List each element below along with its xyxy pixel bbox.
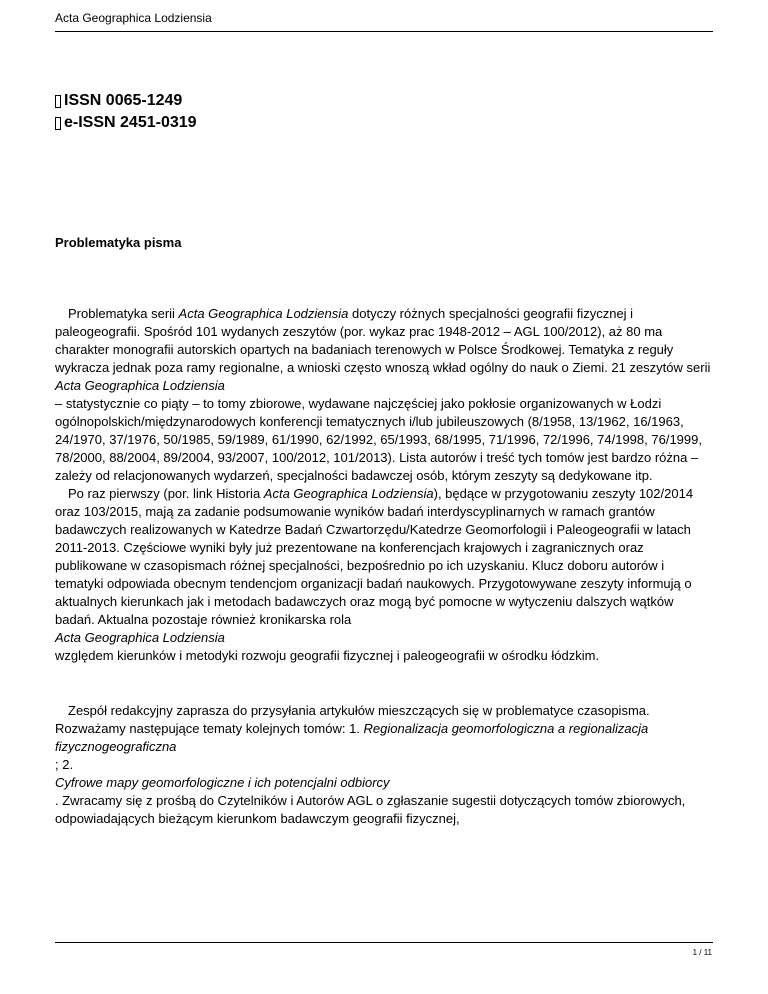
journal-name: Acta Geographica Lodziensia: [178, 306, 349, 321]
header-divider: [55, 31, 713, 32]
section-title: Problematyka pisma: [55, 235, 182, 250]
issn-electronic: e-ISSN 2451-0319: [64, 114, 197, 131]
issn-print: ISSN 0065-1249: [64, 92, 183, 109]
box-icon: [55, 117, 61, 130]
running-header: Acta Geographica Lodziensia: [55, 11, 212, 25]
paragraph-1: Problematyka serii Acta Geographica Lodziensia dotyczy różnych specjalności geografii fizycznej i paleogeografii. Spośród 101 wydanych zeszytów (por. wykaz prac 1948-2012 – AGL 100/2012), aż 80 ma charakter monografii autorskich opartych na badaniach terenowych w Polsce Środkowej. Tematyka z reguły wykracza jednak poza ramy regionalne, a wnioski często wnoszą wkład ogólny do nauk o Ziemi. 21 zeszytów serii Acta Geographica Lodziensia – statystycznie co piąty – to tomy zbiorowe, wydawane najczęściej jako pokłosie organizowanych w Łodzi ogólnopolskich/międzynarodowych konferencji tematycznych i/lub jubileuszowych (8/1958, 13/1962, 16/1963, 24/1970, 37/1976, 50/1985, 59/1989, 61/1990, 62/1992, 65/1993, 68/1995, 71/1996, 72/1996, 74/1998, 76/1999, 78/2000, 88/2004, 89/2004, 93/2007, 100/2012, 101/2013). Lista autorów i treść tych tomów jest bardzo różna – zależy od relacjonowanych wydarzeń, specjalności badawczej osób, którym zeszyty są dedykowane itp.: [55, 306, 711, 483]
journal-name: Acta Geographica Lodziensia: [55, 630, 225, 645]
journal-name: Acta Geographica Lodziensia: [55, 378, 225, 393]
issn-electronic-line: [55, 112, 197, 134]
box-icon: [55, 95, 61, 108]
issn-print-line: [55, 90, 197, 112]
paragraph-2: Po raz pierwszy (por. link Historia Acta Geographica Lodziensia), będące w przygotowaniu zeszyty 102/2014 oraz 103/2015, mają za zadanie podsumowanie wyników badań interdyscyplinarnych w ramach grantów badawczych realizowanych w Katedrze Badań Czwartorzędu/Katedrze Geomorfologii i Paleogeografii w latach 2011-2013. Częściowe wyniki były już prezentowane na konferencjach krajowych i zagranicznych oraz publikowane w czasopismach różnej specjalności, bezpośrednio po ich uzyskaniu. Klucz doboru autorów i tematyki odpowiada obecnym tendencjom organizacji badań naukowych. Przygotowywane zeszyty informują o aktualnych kierunkach jak i metodach badawczych oraz mogą być pomocne w wytyczeniu dalszych wątków badań. Aktualna pozostaje również kronikarska rola Acta Geographica Lodziensia względem kierunków i metodyki rozwoju geografii fizycznej i paleogeografii w ośrodku łódzkim.: [55, 486, 694, 663]
issn-block: [55, 90, 197, 134]
footer-divider: [55, 942, 713, 943]
journal-name: Acta Geographica Lodziensia: [263, 486, 434, 501]
body-text: [55, 305, 715, 828]
paragraph-3: Zespół redakcyjny zaprasza do przysyłania artykułów mieszczących się w problematyce czasopisma. Rozważamy następujące tematy kolejnych tomów: 1. Regionalizacja geomorfologiczna a regionalizacja fizycznogeograficzna ; 2. Cyfrowe mapy geomorfologiczne i ich potencjalni odbiorcy . Zwracamy się z prośbą do Czytelników i Autorów AGL o zgłaszanie sugestii dotyczących tomów zbiorowych, odpowiadających bieżącym kierunkom badawczym geografii fizycznej,: [55, 703, 686, 826]
volume-topic-2: Cyfrowe mapy geomorfologiczne i ich potencjalni odbiorcy: [55, 775, 390, 790]
volume-topic-1: Regionalizacja geomorfologiczna a regionalizacja fizycznogeograficzna: [55, 721, 649, 754]
page-number: 1 / 11: [692, 948, 712, 957]
